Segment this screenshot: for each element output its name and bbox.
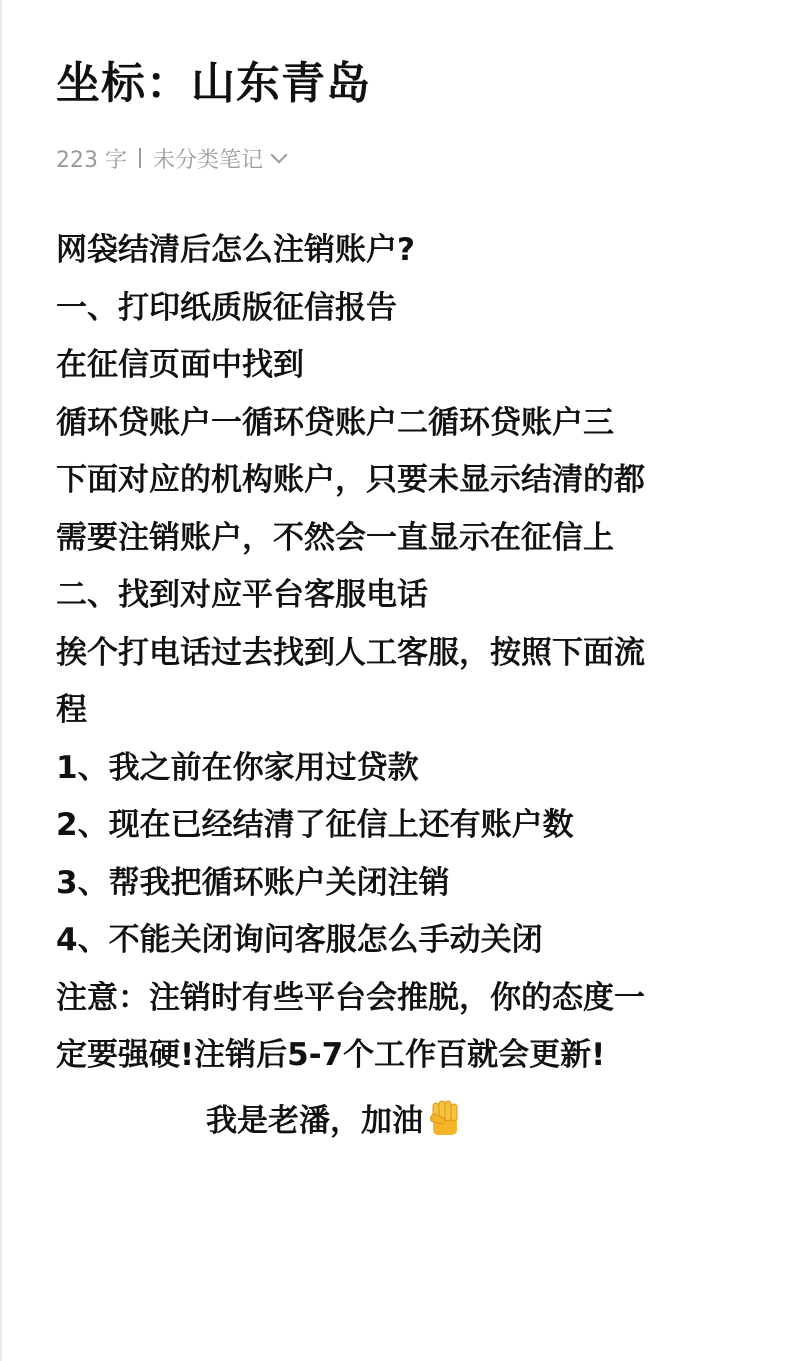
body-line: 4、不能关闭询问客服怎么手动关闭 bbox=[56, 922, 543, 958]
body-line: 1、我之前在你家用过贷款 bbox=[56, 749, 419, 786]
body-line: 一、打印纸质版征信报告 bbox=[56, 289, 397, 326]
left-edge-divider bbox=[0, 0, 2, 1361]
note-title[interactable]: 坐标：山东青岛 bbox=[56, 58, 371, 109]
body-line: 挨个打电话过去找到人工客服，按照下面流 bbox=[56, 634, 645, 671]
category-selector[interactable] bbox=[153, 143, 285, 174]
body-line: 定要强硬!注销后5-7个工作百就会更新! bbox=[56, 1037, 606, 1073]
category-label: 未分类笔记 bbox=[153, 147, 264, 173]
body-line: 需要注销账户，不然会一直显示在征信上 bbox=[56, 519, 614, 556]
note-body[interactable] bbox=[56, 222, 756, 1085]
body-line: 网袋结清后怎么注销账户? bbox=[56, 232, 415, 268]
body-line: 注意：注销时有些平台会推脱，你的态度一 bbox=[56, 979, 645, 1016]
signature-line bbox=[206, 1088, 465, 1146]
chevron-down-icon bbox=[271, 147, 288, 164]
body-line: 循环贷账户一循环贷账户二循环贷账户三 bbox=[56, 404, 614, 441]
meta-divider bbox=[139, 148, 141, 168]
body-line: 程 bbox=[56, 692, 87, 728]
body-line: 下面对应的机构账户，只要未显示结清的都 bbox=[56, 462, 645, 498]
signature-text: 我是老潘，加油 bbox=[206, 1102, 423, 1139]
raised-fist-icon bbox=[425, 1097, 465, 1137]
body-line: 在征信页面中找到 bbox=[56, 347, 304, 383]
note-meta bbox=[56, 140, 285, 176]
body-line: 2、现在已经结清了征信上还有账户数 bbox=[56, 807, 574, 843]
body-line: 3、帮我把循环账户关闭注销 bbox=[56, 864, 450, 901]
word-count: 223 字 bbox=[56, 147, 127, 173]
body-line: 二、找到对应平台客服电话 bbox=[56, 577, 428, 613]
